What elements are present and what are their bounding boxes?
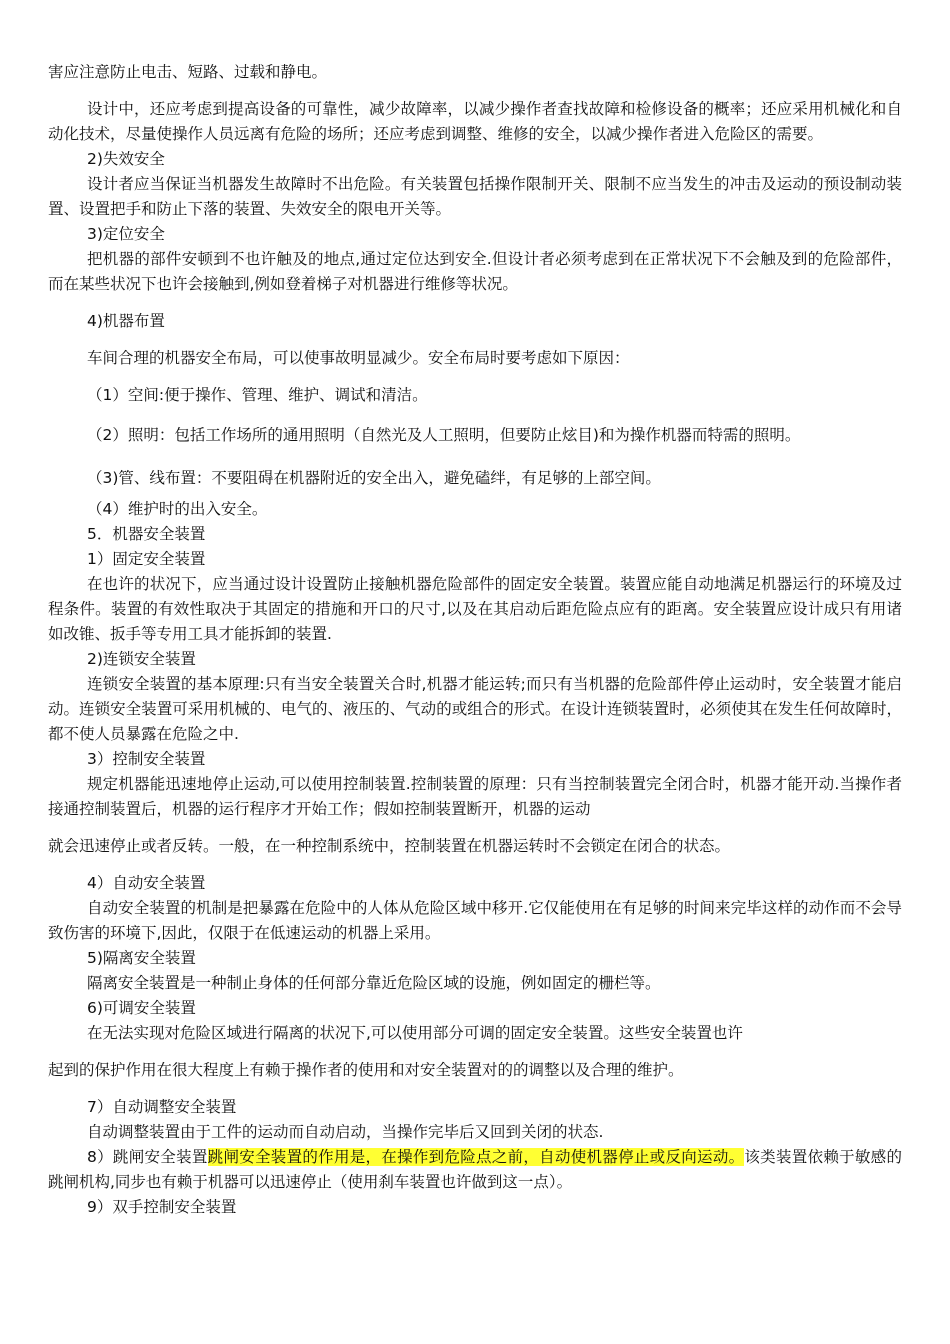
paragraph-continuation: 起到的保护作用在很大程度上有赖于操作者的使用和对安全装置对的的调整以及合理的维护。 (48, 1061, 684, 1079)
list-item: （4）维护时的出入安全。 (87, 500, 268, 518)
paragraph: 设计中，还应考虑到提高设备的可靠性，减少故障率，以减少操作者查找故障和检修设备的概率；还应采用机械化和自动化技术，尽量使操作人员远离有危险的场所；还应考虑到调整、维修的安全，以减少操作者进入危险区的需要。 (48, 100, 902, 143)
paragraph: 在无法实现对危险区域进行隔离的状况下,可以使用部分可调的固定安全装置。这些安全装置也许 (87, 1024, 743, 1042)
section-heading: 2)失效安全 (87, 150, 165, 168)
section-heading: 5)隔离安全装置 (87, 949, 196, 967)
section-heading: 1）固定安全装置 (87, 550, 206, 568)
paragraph: 隔离安全装置是一种制止身体的任何部分靠近危险区域的设施，例如固定的栅栏等。 (87, 974, 661, 992)
section-heading: 7）自动调整安全装置 (87, 1098, 237, 1116)
paragraph: 害应注意防止电击、短路、过载和静电。 (48, 63, 328, 81)
section-heading: 3）控制安全装置 (87, 750, 206, 768)
section-heading-inline: 8）跳闸安全装置 (87, 1148, 208, 1166)
paragraph-continuation: 就会迅速停止或者反转。一般，在一种控制系统中，控制装置在机器运转时不会锁定在闭合的状态。 (48, 837, 731, 855)
section-heading: 4)机器布置 (87, 312, 165, 330)
paragraph: 规定机器能迅速地停止运动,可以使用控制装置.控制装置的原理：只有当控制装置完全闭合时，机器才能开动.当操作者接通控制装置后，机器的运行程序才开始工作；假如控制装置断开，机器的运动 (48, 775, 902, 818)
section-heading: 5．机器安全装置 (87, 525, 206, 543)
paragraph: 自动调整装置由于工件的运动而自动启动，当操作完毕后又回到关闭的状态. (87, 1123, 604, 1141)
list-item: （1）空间:便于操作、管理、维护、调试和清洁。 (87, 386, 428, 404)
paragraph: 连锁安全装置的基本原理:只有当安全装置关合时,机器才能运转;而只有当机器的危险部件停止运动时，安全装置才能启动。连锁安全装置可采用机械的、电气的、液压的、气动的或组合的形式。在设计连锁装置时，必须使其在发生任何故障时，都不使人员暴露在危险之中. (48, 675, 902, 743)
paragraph: 设计者应当保证当机器发生故障时不出危险。有关装置包括操作限制开关、限制不应当发生的冲击及运动的预设制动装置、设置把手和防止下落的装置、失效安全的限电开关等。 (48, 175, 902, 218)
section-heading: 4）自动安全装置 (87, 874, 206, 892)
list-item: （3)管、线布置：不要阻碍在机器附近的安全出入，避免磕绊，有足够的上部空间。 (87, 469, 661, 487)
section-heading: 2)连锁安全装置 (87, 650, 196, 668)
highlighted-text: 跳闸安全装置的作用是，在操作到危险点之前，自动使机器停止或反向运动。 (207, 1148, 745, 1166)
paragraph-text: 该类装置依赖于敏感的跳闸机构,同步也有赖于机器可以迅速停止（使用刹车装置也许做到这一点）。 (48, 1148, 902, 1191)
paragraph: 车间合理的机器安全布局，可以使事故明显减少。安全布局时要考虑如下原因： (87, 349, 630, 367)
section-heading: 9）双手控制安全装置 (87, 1198, 237, 1216)
paragraph: 自动安全装置的机制是把暴露在危险中的人体从危险区域中移开.它仅能使用在有足够的时间来完毕这样的动作而不会导致伤害的环境下,因此，仅限于在低速运动的机器上采用。 (48, 899, 902, 942)
paragraph: 把机器的部件安顿到不也许触及的地点,通过定位达到安全.但设计者必须考虑到在正常状况下不会触及到的危险部件，而在某些状况下也许会接触到,例如登着梯子对机器进行维修等状况。 (48, 250, 902, 293)
paragraph: 在也许的状况下，应当通过设计设置防止接触机器危险部件的固定安全装置。装置应能自动地满足机器运行的环境及过程条件。装置的有效性取决于其固定的措施和开口的尺寸,以及在其启动后距危险点应有的距离。安全装置应设计成只有用诸如改锥、扳手等专用工具才能拆卸的装置. (48, 575, 902, 643)
paragraph (48, 1145, 902, 1195)
section-heading: 6)可调安全装置 (87, 999, 196, 1017)
section-heading: 3)定位安全 (87, 225, 165, 243)
list-item: （2）照明：包括工作场所的通用照明（自然光及人工照明，但要防止炫目)和为操作机器而特需的照明。 (87, 426, 801, 444)
